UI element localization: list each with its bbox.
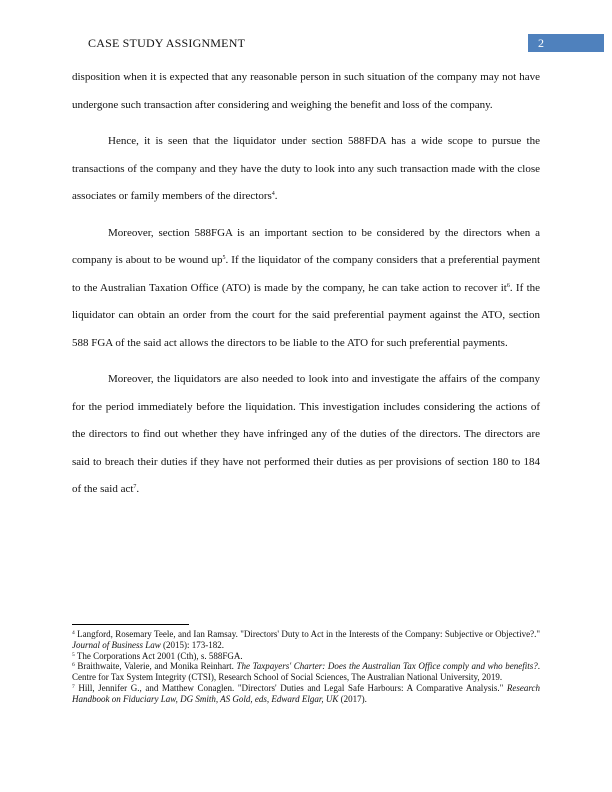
footnote-text-end: (2017). <box>338 693 367 704</box>
footnote-text: Langford, Rosemary Teele, and Ian Ramsay. "Directors' Duty to Act in the Interests of the Company: Subjective or Objective?." <box>74 629 540 639</box>
footnote-ref-7[interactable]: 7 <box>133 484 137 490</box>
footnote-separator <box>72 624 189 625</box>
footnotes <box>72 629 540 705</box>
footnote-number: 7 <box>72 683 75 690</box>
footnote-7 <box>72 683 540 705</box>
footnote-italic: Research Handbook on Fiduciary Law, DG Smith, AS Gold, eds, Edward Elgar, UK <box>72 682 540 704</box>
footnote-ref-4[interactable]: 4 <box>271 191 275 197</box>
paragraph-4 <box>72 366 540 504</box>
footnote-text: Braithwaite, Valerie, and Monika Reinhart. <box>74 661 237 672</box>
footnote-text-end: (2015): 173-182. <box>160 639 225 650</box>
paragraph-3-text-b: . If the liquidator of the company considers that a preferential payment to the Australian Taxation Office (ATO) is made by the company, he can take action to recover it <box>72 254 540 294</box>
footnote-number: 4 <box>72 630 75 636</box>
body-text <box>72 64 540 513</box>
paragraph-3-text-c: . If the liquidator can obtain an order from the court for the said preferential payment against the ATO, section 588 FGA of the said act allows the directors to be liable to the ATO for such preferential payments. <box>72 281 541 349</box>
page-number: 2 <box>538 36 544 50</box>
paragraph-3-text-a: Moreover, section 588FGA is an important section to be considered by the directors when a company is about to be wound up <box>72 226 540 266</box>
paragraph-2-text: Hence, it is seen that the liquidator under section 588FDA has a wide scope to pursue the transactions of the company and they have the duty to look into any such transaction made with the close associates or family members of the directors <box>72 135 540 202</box>
footnote-text: Hill, Jennifer G., and Matthew Conaglen. "Directors' Duties and Legal Safe Harbours: A Comparative Analysis." <box>74 682 507 693</box>
page-number-box <box>528 34 604 52</box>
paragraph-4-text: Moreover, the liquidators are also needed to look into and investigate the affairs of the company for the period immediately before the liquidation. This investigation includes considering the actions of the directors to find out whether they have infringed any of the duties of the directors. The directors are said to breach their duties if they have not performed their duties as per provisions of section 180 to 184 of the said act <box>72 373 540 495</box>
footnote-6 <box>72 661 540 683</box>
footnote-number: 6 <box>72 662 75 669</box>
paragraph-2-end: . <box>274 190 278 202</box>
footnote-text: The Corporations Act 2001 (Cth), s. 588FGA. <box>74 650 243 661</box>
paragraph-4-end: . <box>136 483 140 495</box>
paragraph-3 <box>72 220 540 358</box>
footnote-5 <box>72 651 540 662</box>
footnote-ref-5[interactable]: 5 <box>222 255 226 261</box>
paragraph-1: disposition when it is expected that any reasonable person in such situation of the company may not have undergone such transaction after considering and weighing the benefit and loss of the company. <box>72 71 540 111</box>
running-header-title: CASE STUDY ASSIGNMENT <box>88 36 246 50</box>
footnote-4 <box>72 629 540 651</box>
footnote-text-end: . Centre for Tax System Integrity (CTSI), Research School of Social Sciences, The Australian National University, 2019. <box>72 661 540 683</box>
footnote-ref-6[interactable]: 6 <box>506 282 510 289</box>
footnote-italic: The Taxpayers' Charter: Does the Australian Tax Office comply and who benefits? <box>236 661 538 672</box>
footnote-number: 5 <box>72 651 75 658</box>
footnote-italic: Journal of Business Law <box>72 639 161 650</box>
paragraph-2 <box>72 128 540 211</box>
